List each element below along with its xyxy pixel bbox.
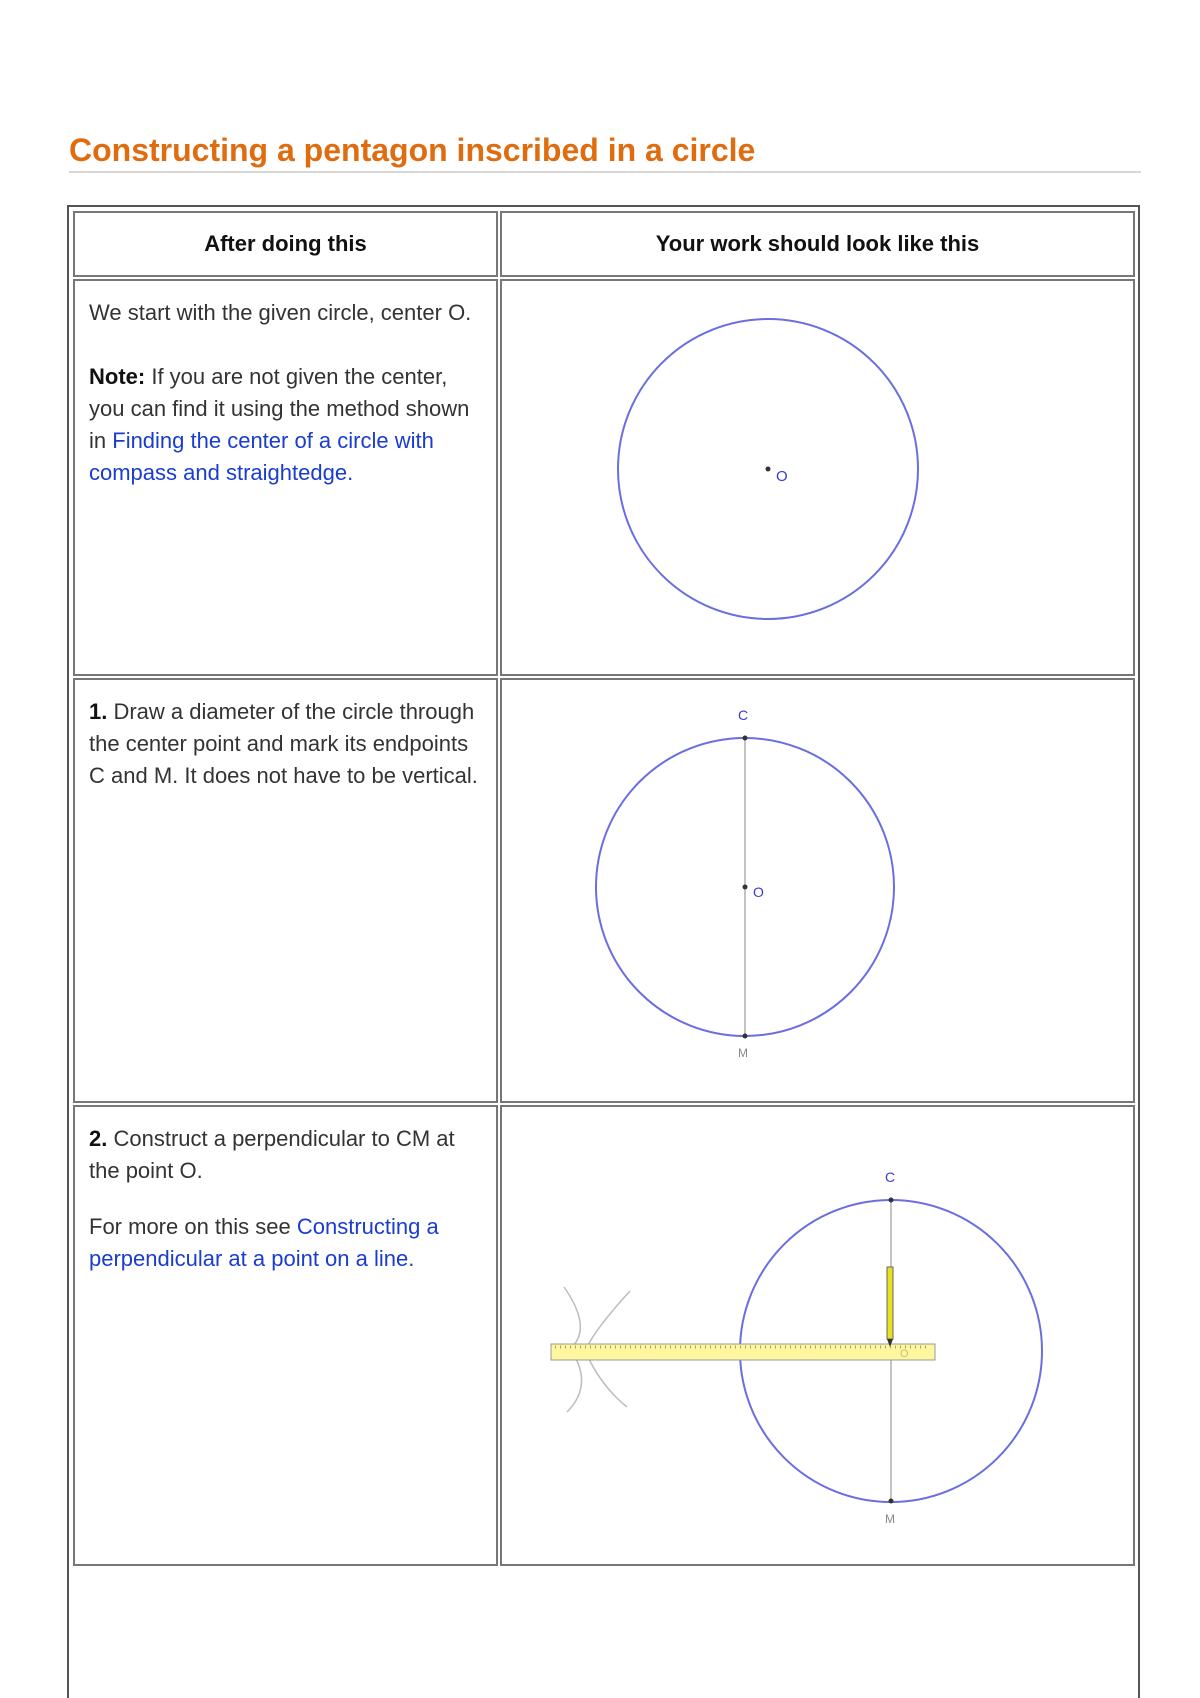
label-c: C xyxy=(738,707,749,723)
center-point-o xyxy=(766,467,771,472)
step-2-text: Construct a perpendicular to CM at the point O. xyxy=(89,1126,455,1183)
row-2-instruction xyxy=(73,1105,498,1566)
arc-mark-upper xyxy=(564,1287,580,1347)
figure-diameter xyxy=(502,680,1133,1101)
row-1-figure-cell xyxy=(500,678,1135,1103)
figure-given-circle xyxy=(502,281,1133,674)
point-o xyxy=(743,885,748,890)
page-title: Constructing a pentagon inscribed in a circle xyxy=(69,132,756,168)
row-0-instruction xyxy=(73,279,498,676)
row-1-step xyxy=(89,696,482,792)
ruler xyxy=(551,1344,935,1360)
row-0-note xyxy=(89,361,482,489)
label-c: C xyxy=(885,1169,896,1185)
figure-perpendicular xyxy=(502,1107,1133,1564)
row-2-step xyxy=(89,1123,482,1187)
point-m xyxy=(743,1034,748,1039)
label-o: O xyxy=(776,468,788,485)
arc-mark-lower-2 xyxy=(587,1355,627,1407)
header-your-work xyxy=(500,211,1135,277)
row-0-figure-cell xyxy=(500,279,1135,676)
step-1-number: 1. xyxy=(89,699,108,724)
arc-mark-upper-2 xyxy=(587,1291,630,1347)
label-o: O xyxy=(900,1348,909,1360)
note-end: . xyxy=(347,460,354,485)
point-c xyxy=(889,1198,894,1203)
step-2-number: 2. xyxy=(89,1126,108,1151)
row-0-intro: We start with the given circle, center O. xyxy=(89,300,472,325)
point-c xyxy=(743,736,748,741)
step-1-text: Draw a diameter of the circle through the center point and mark its endpoints C and M. It does not have to be vertical. xyxy=(89,699,478,788)
more-end: . xyxy=(408,1246,415,1271)
header-label-1: After doing this xyxy=(204,231,367,256)
label-o: O xyxy=(753,884,764,900)
title-divider xyxy=(69,171,1141,173)
header-after-doing-this xyxy=(73,211,498,277)
row-2-more xyxy=(89,1211,482,1275)
pencil xyxy=(887,1267,893,1339)
note-label: Note: xyxy=(89,364,146,389)
more-prefix: For more on this see xyxy=(89,1214,297,1239)
link-constructing-perpendicular[interactable]: Constructing a perpendicular at a point on a line xyxy=(89,1214,439,1271)
link-finding-center[interactable]: Finding the center of a circle with compass and straightedge xyxy=(89,428,434,485)
row-2-figure-cell xyxy=(500,1105,1135,1566)
arc-mark-lower xyxy=(567,1355,582,1412)
header-label-2: Your work should look like this xyxy=(655,231,980,256)
row-1-instruction xyxy=(73,678,498,1103)
label-m: M xyxy=(885,1512,895,1526)
point-m xyxy=(889,1499,894,1504)
note-text: If you are not given the center, you can find it using the method shown in xyxy=(89,364,470,453)
label-m: M xyxy=(738,1046,748,1060)
